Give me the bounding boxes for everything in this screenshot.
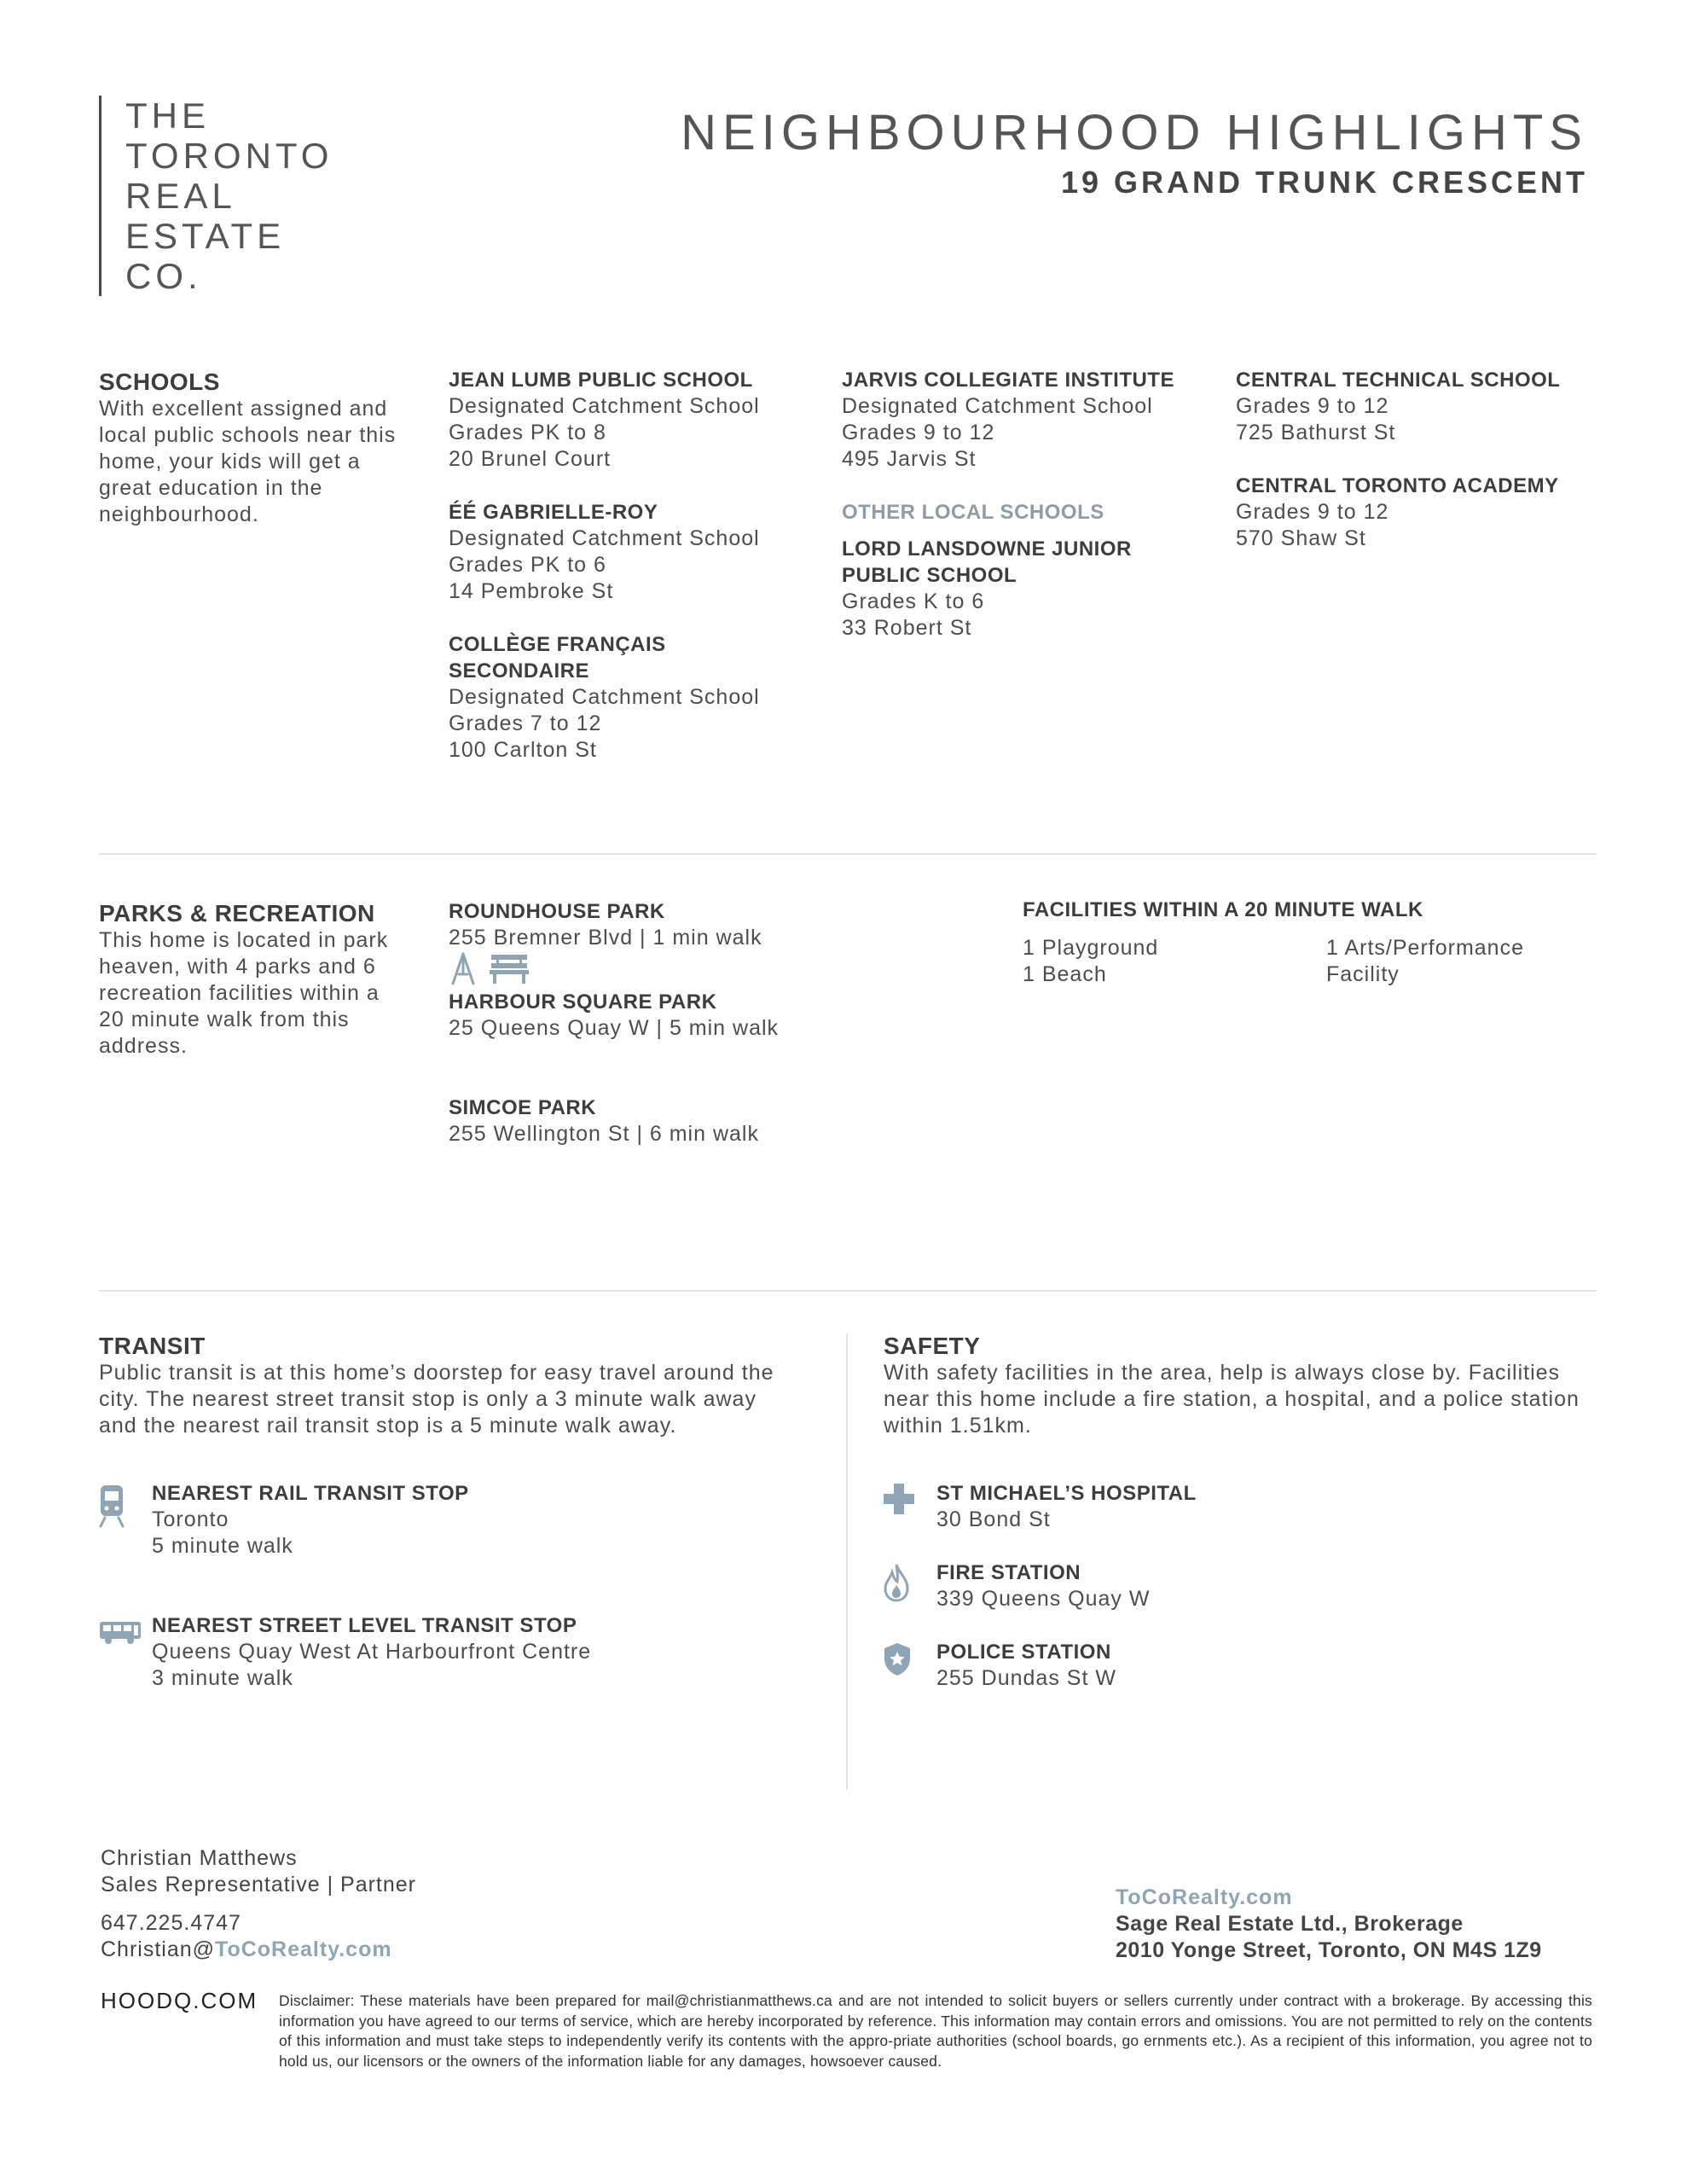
facility-count: Facility (1326, 962, 1400, 986)
agent-role: Sales Representative | Partner (101, 1873, 417, 1896)
section-divider (99, 853, 1597, 855)
brokerage-website-link[interactable]: ToCoRealty.com (1116, 1885, 1293, 1909)
street-stop-name: Queens Quay West At Harbourfront Centre (152, 1640, 592, 1664)
police-badge-icon (884, 1639, 936, 1681)
school-name: LORD LANSDOWNE JUNIOR PUBLIC SCHOOL (842, 537, 1132, 587)
logo-line: REAL (125, 176, 236, 216)
brokerage-name: Sage Real Estate Ltd., Brokerage (1116, 1912, 1464, 1936)
schools-column-1 (449, 367, 807, 790)
school-address: 495 Jarvis St (842, 447, 977, 471)
school-grades: Grades K to 6 (842, 590, 985, 613)
agent-name: Christian Matthews (101, 1846, 298, 1870)
school-detail: Designated Catchment School (449, 685, 760, 709)
safety-item-title: FIRE STATION (936, 1561, 1081, 1584)
school-grades: Grades PK to 8 (449, 421, 606, 444)
transit-title: TRANSIT (99, 1333, 206, 1359)
facility-count: 1 Beach (1023, 962, 1107, 986)
street-stop (99, 1612, 798, 1692)
facilities-title: FACILITIES WITHIN A 20 MINUTE WALK (1023, 898, 1423, 921)
school-item (1236, 367, 1594, 446)
parks-intro (99, 900, 406, 1060)
school-item (449, 631, 807, 764)
schools-description: With excellent assigned and local public schools near this home, your kids will get a great education in the neighbourhood. (99, 397, 397, 526)
school-name: JEAN LUMB PUBLIC SCHOOL (449, 369, 753, 392)
email-domain-link[interactable]: ToCoRealty.com (215, 1937, 392, 1961)
school-name: CENTRAL TORONTO ACADEMY (1236, 474, 1559, 497)
email-user: Christian@ (101, 1937, 216, 1961)
school-item (842, 536, 1200, 642)
rail-stop-title: NEAREST RAIL TRANSIT STOP (152, 1482, 469, 1505)
facilities-panel (1023, 898, 1603, 988)
column-divider (846, 1333, 848, 1790)
facility-count: 1 Arts/Performance (1326, 936, 1524, 960)
brokerage-address: 2010 Yonge Street, Toronto, ON M4S 1Z9 (1116, 1938, 1542, 1962)
schools-column-2 (842, 367, 1200, 668)
school-name: CENTRAL TECHNICAL SCHOOL (1236, 369, 1561, 392)
school-item (449, 367, 807, 473)
train-icon (99, 1480, 152, 1532)
school-detail: Designated Catchment School (449, 526, 760, 550)
park-name: ROUNDHOUSE PARK (449, 900, 665, 923)
fire-icon (884, 1560, 936, 1606)
safety-item-title: ST MICHAEL’S HOSPITAL (936, 1482, 1197, 1505)
page-title: NEIGHBOURHOOD HIGHLIGHTS (681, 105, 1588, 160)
streetcar-icon (99, 1612, 152, 1649)
park-item (449, 1095, 875, 1147)
safety-item-title: POLICE STATION (936, 1641, 1111, 1664)
disclaimer-text: Disclaimer: These materials have been prepared for mail@christianmatthews.ca and are not intended to solicit buyers or sellers currently under contract with a brokerage. By accessing this information you have agreed to our terms of service, which are hereby incorporated by reference. This information may contain errors and omissions. You are not permitted to rely on the contents of this information and must take steps to independently verify its contents with the appro-priate authorities (school boards, go ernments etc.). As a recipient of this information, you agree not to hold us, our licensors or the owners of the information liable for any damages, howsoever caused. (279, 1992, 1592, 2070)
school-grades: Grades 7 to 12 (449, 712, 602, 735)
transit-section (99, 1333, 798, 1692)
agent-phone[interactable]: 647.225.4747 (101, 1911, 241, 1935)
safety-item-fire (884, 1560, 1600, 1612)
parks-description: This home is located in park heaven, with 4 parks and 6 recreation facilities within a 20 minute walk from this address. (99, 928, 389, 1058)
safety-item-police (884, 1639, 1600, 1692)
rail-stop-name: Toronto (152, 1507, 229, 1531)
logo-line: CO. (125, 256, 202, 296)
hoodq-brand: HOODQ.COM (101, 1988, 258, 2013)
school-name: COLLÈGE FRANÇAIS SECONDAIRE (449, 633, 666, 682)
school-address: 20 Brunel Court (449, 447, 612, 471)
safety-item-address: 339 Queens Quay W (936, 1587, 1151, 1611)
safety-item-hospital (884, 1480, 1600, 1533)
school-name: JARVIS COLLEGIATE INSTITUTE (842, 369, 1174, 392)
safety-item-address: 255 Dundas St W (936, 1666, 1116, 1690)
property-address: 19 GRAND TRUNK CRESCENT (1060, 165, 1588, 200)
street-stop-title: NEAREST STREET LEVEL TRANSIT STOP (152, 1614, 577, 1637)
school-detail: Designated Catchment School (842, 394, 1153, 418)
bench-icon (490, 953, 529, 988)
safety-section (884, 1333, 1600, 1692)
school-name: ÉÉ GABRIELLE-ROY (449, 501, 658, 524)
park-detail: 255 Bremner Blvd | 1 min walk (449, 926, 762, 950)
school-address: 100 Carlton St (449, 738, 597, 762)
agent-info (101, 1845, 416, 1963)
logo-line: ESTATE (125, 216, 286, 256)
safety-description: With safety facilities in the area, help is always close by. Facilities near this home include a fire station, a hospital, and a police station within 1.51km. (884, 1361, 1580, 1438)
park-item (449, 898, 875, 987)
park-name: HARBOUR SQUARE PARK (449, 990, 717, 1014)
school-item (1236, 473, 1594, 552)
parks-list (449, 898, 875, 1147)
park-detail: 25 Queens Quay W | 5 min walk (449, 1016, 780, 1040)
park-amenity-icons (449, 953, 875, 987)
park-name: SIMCOE PARK (449, 1096, 597, 1119)
school-address: 33 Robert St (842, 616, 972, 640)
logo-line: THE (125, 96, 210, 136)
school-grades: Grades 9 to 12 (1236, 394, 1389, 418)
park-detail: 255 Wellington St | 6 min walk (449, 1122, 759, 1146)
facility-count: 1 Playground (1023, 936, 1159, 960)
safety-title: SAFETY (884, 1333, 981, 1359)
school-detail: Designated Catchment School (449, 394, 760, 418)
company-logo (99, 96, 333, 296)
brokerage-info (1116, 1885, 1542, 1964)
schools-column-3 (1236, 367, 1594, 578)
agent-email[interactable] (101, 1937, 416, 1963)
school-grades: Grades PK to 6 (449, 553, 606, 577)
street-stop-walk: 3 minute walk (152, 1666, 293, 1690)
schools-title: SCHOOLS (99, 369, 220, 395)
hospital-cross-icon (884, 1480, 936, 1519)
school-grades: Grades 9 to 12 (1236, 500, 1389, 524)
school-grades: Grades 9 to 12 (842, 421, 995, 444)
other-schools-heading: OTHER LOCAL SCHOOLS (842, 501, 1104, 524)
school-address: 14 Pembroke St (449, 579, 614, 603)
safety-item-address: 30 Bond St (936, 1507, 1051, 1531)
logo-line: TORONTO (125, 136, 333, 176)
school-address: 725 Bathurst St (1236, 421, 1396, 444)
school-item (842, 367, 1200, 473)
rail-stop-walk: 5 minute walk (152, 1534, 293, 1558)
school-item (449, 499, 807, 605)
parks-title: PARKS & RECREATION (99, 900, 375, 926)
schools-intro (99, 369, 406, 528)
park-item (449, 989, 875, 1042)
playground-icon (449, 951, 478, 990)
rail-stop (99, 1480, 798, 1560)
school-address: 570 Shaw St (1236, 526, 1366, 550)
section-divider (99, 1290, 1597, 1292)
transit-description: Public transit is at this home’s doorstep for easy travel around the city. The nearest street transit stop is only a 3 minute walk away and the nearest rail transit stop is a 5 minute walk away. (99, 1361, 774, 1438)
